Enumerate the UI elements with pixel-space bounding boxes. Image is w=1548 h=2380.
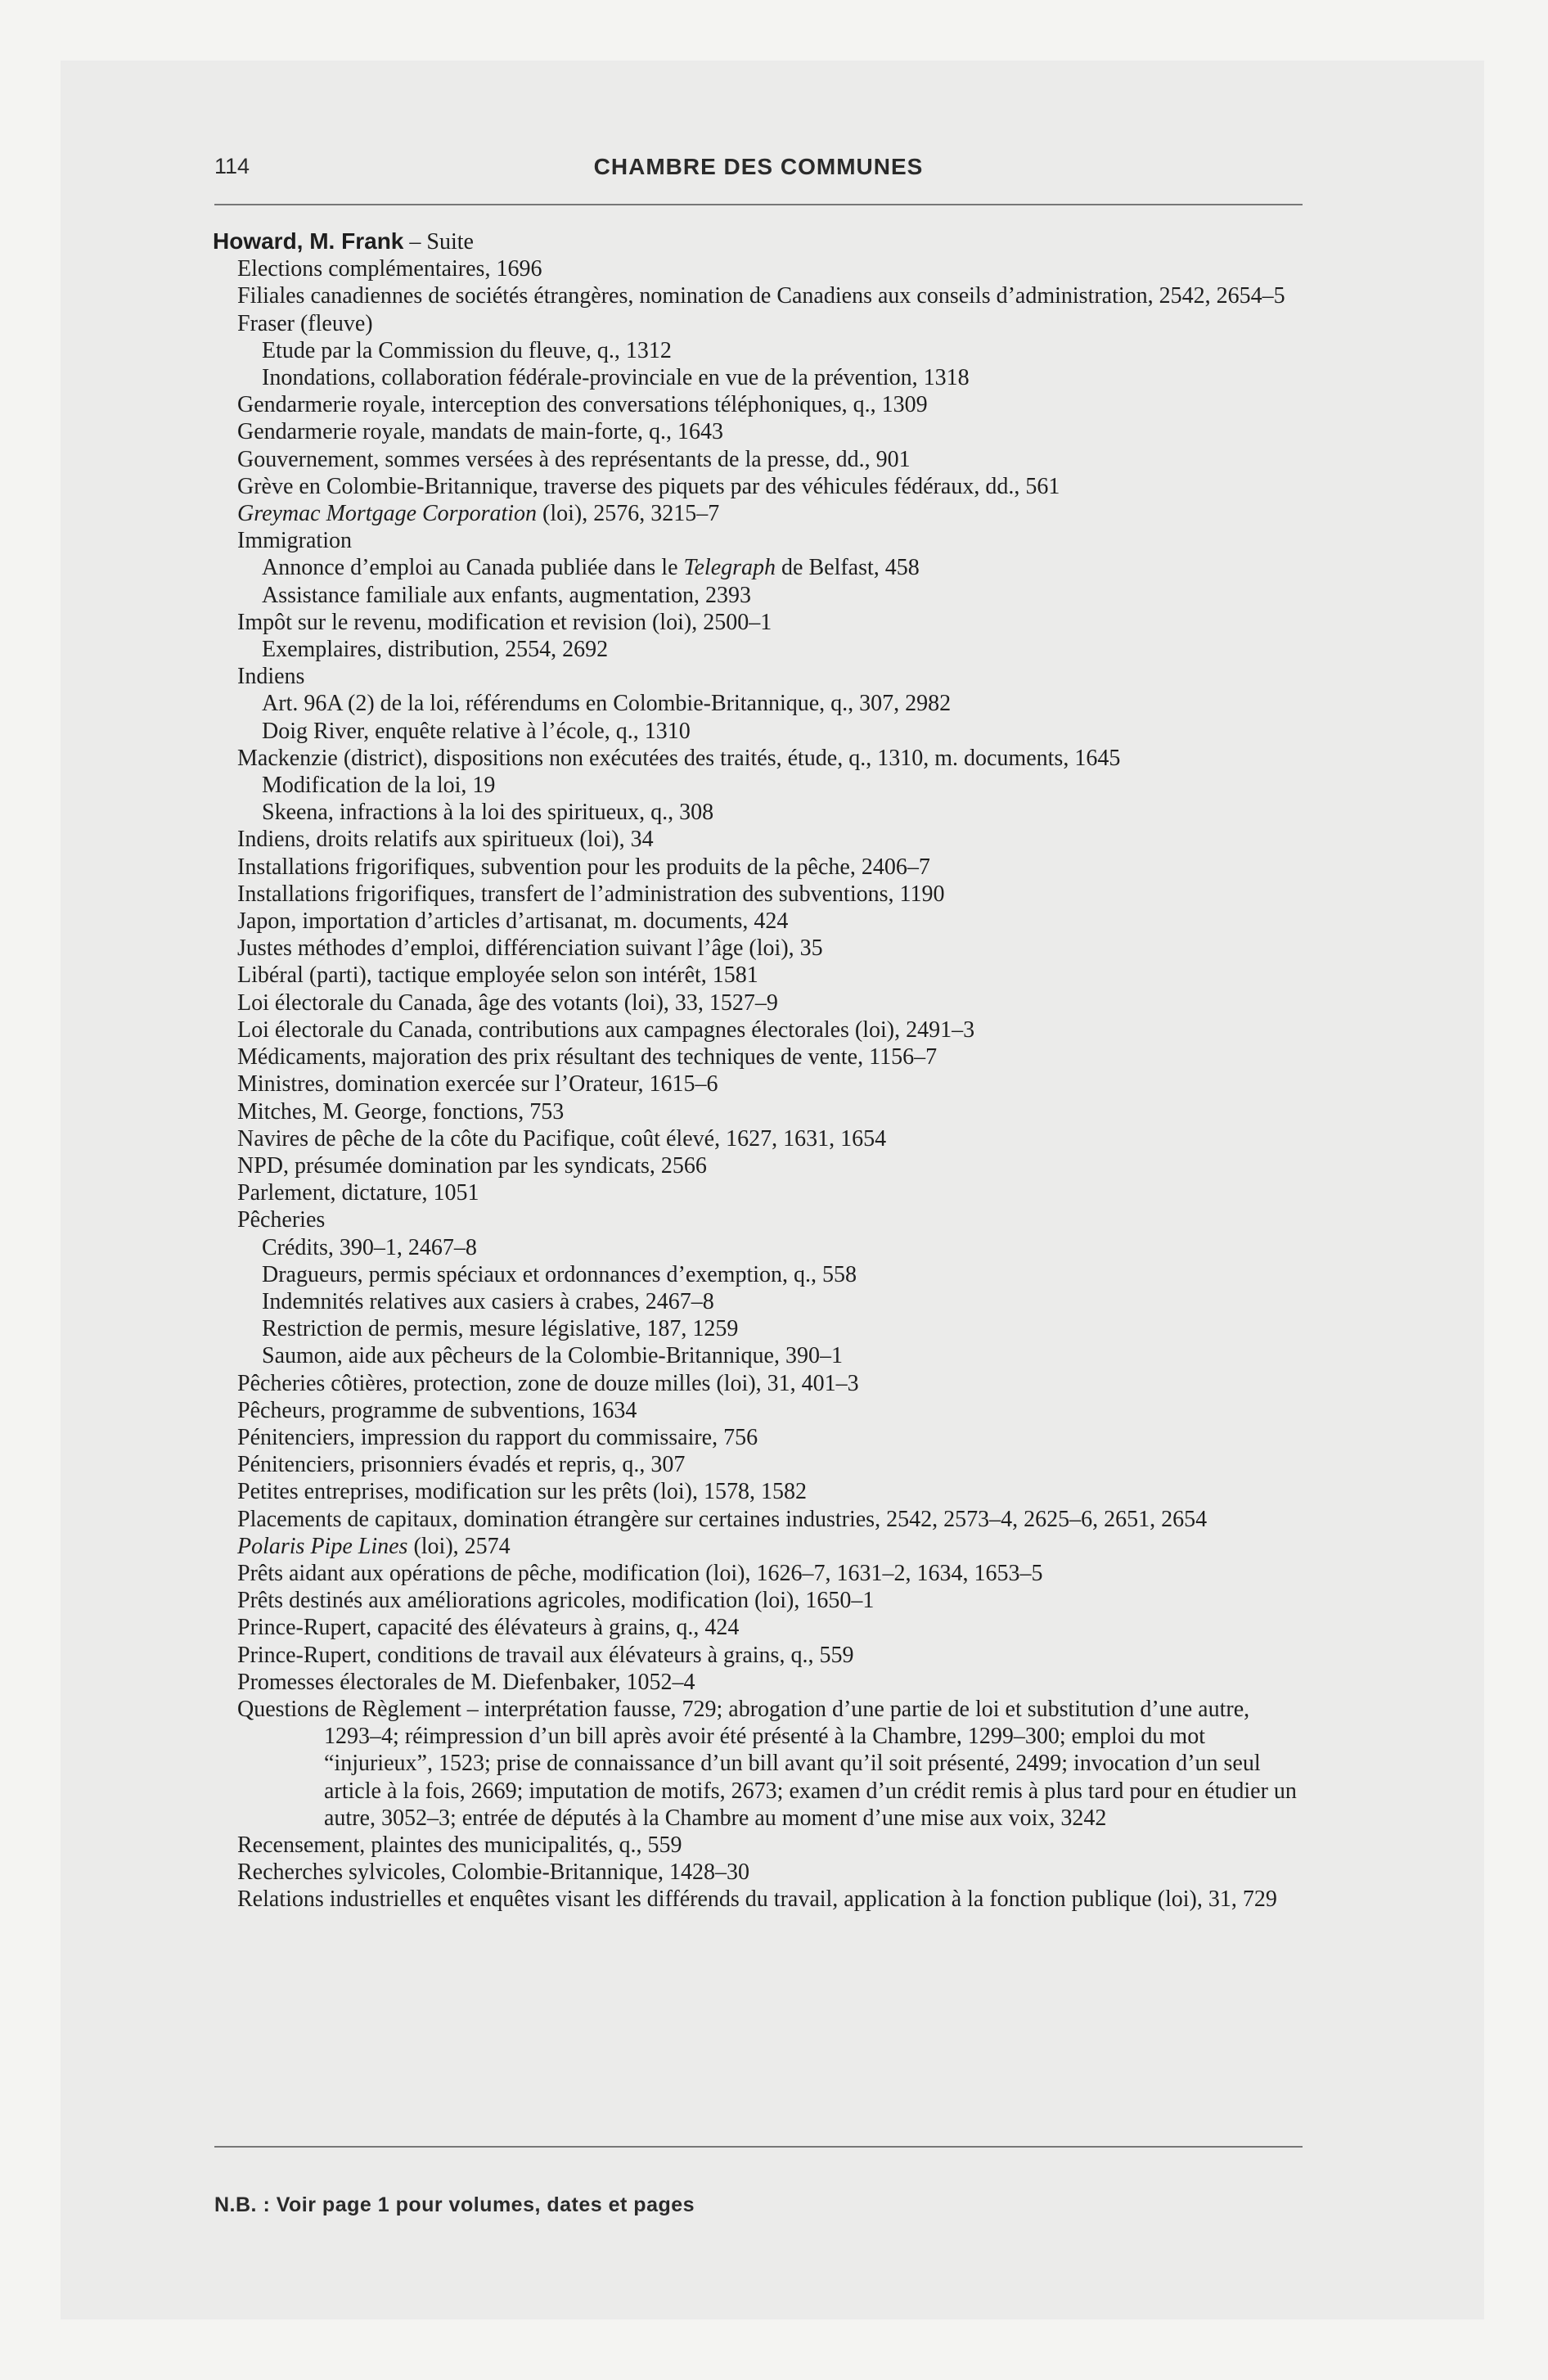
index-entry — [213, 1560, 1309, 1587]
entry-text: Prince-Rupert, capacité des élévateurs à grains, q., 424 — [237, 1615, 740, 1641]
entry-italic-text: Telegraph — [683, 555, 776, 581]
index-entry — [213, 554, 1309, 581]
index-entry — [213, 1206, 1309, 1233]
entry-text: Fraser (fleuve) — [237, 310, 373, 336]
index-entry — [213, 1424, 1309, 1451]
entry-text: Mitches, M. George, fonctions, 753 — [237, 1098, 565, 1125]
entry-text: Ministres, domination exercée sur l’Orateur, 1615–6 — [237, 1071, 718, 1098]
index-entry — [213, 337, 1309, 364]
index-entry — [213, 772, 1309, 799]
index-heading — [213, 228, 1309, 255]
index-entry — [213, 582, 1309, 609]
index-entry — [213, 1234, 1309, 1261]
footer-note: N.B. : Voir page 1 pour volumes, dates et pages — [214, 2193, 695, 2216]
index-entry — [213, 1179, 1309, 1206]
entry-text: Libéral (parti), tactique employée selon son intérêt, 1581 — [237, 962, 758, 989]
index-entry — [213, 500, 1309, 527]
index-entry — [213, 1044, 1309, 1071]
entry-text: Questions de Règlement – interprétation fausse, 729; abrogation d’une partie de loi et substitution d’une autre, 1293–4; réimpression d’un bill après avoir été présenté à la Chambre, 1299–300; emploi du mot “injurieux”, 1523; prise de connaissance d’un bill avant qu’il soit présenté, 2499; invocation d’un seul article à la fois, 2669; imputation de motifs, 2673; examen d’un crédit remis à plus tard pour en étudier un autre, 3052–3; entrée de députés à la Chambre au moment d’une mise aux voix, 3242 — [237, 1696, 1297, 1831]
entry-text: Médicaments, majoration des prix résultant des techniques de vente, 1156–7 — [237, 1044, 938, 1071]
index-entry — [213, 364, 1309, 391]
footer-rule — [214, 2146, 1303, 2148]
entry-text: Skeena, infractions à la loi des spiritueux, q., 308 — [262, 800, 714, 826]
index-entry — [213, 1669, 1309, 1696]
entry-text: Doig River, enquête relative à l’école, q., 1310 — [262, 718, 691, 744]
entry-text: Grève en Colombie-Britannique, traverse des piquets par des véhicules fédéraux, dd., 561 — [237, 473, 1060, 499]
entry-text: Assistance familiale aux enfants, augmentation, 2393 — [262, 582, 751, 608]
index-entry — [213, 881, 1309, 908]
entry-text: Etude par la Commission du fleuve, q., 1312 — [262, 337, 672, 363]
entry-text: Installations frigorifiques, subvention pour les produits de la pêche, 2406–7 — [237, 854, 930, 880]
index-entry — [213, 1125, 1309, 1152]
running-head: CHAMBRE DES COMMUNES — [593, 154, 924, 179]
index-entry — [213, 1397, 1309, 1424]
entry-refs: (loi), 2574 — [407, 1533, 511, 1559]
index-entry — [213, 391, 1309, 418]
entry-text: Restriction de permis, mesure législative, 187, 1259 — [262, 1316, 739, 1342]
entry-text: Modification de la loi, 19 — [262, 773, 496, 799]
index-entry — [213, 1642, 1309, 1669]
index-entry — [213, 1886, 1309, 1913]
index-entry — [213, 1451, 1309, 1478]
index-entry — [213, 1478, 1309, 1505]
index-entries — [213, 228, 1309, 1913]
index-entry — [213, 935, 1309, 962]
index-entry — [213, 1098, 1309, 1125]
entry-text: Loi électorale du Canada, âge des votants (loi), 33, 1527–9 — [237, 989, 778, 1016]
index-entry — [213, 255, 1309, 282]
entry-text: Recherches sylvicoles, Colombie-Britannique, 1428–30 — [237, 1859, 749, 1886]
header-rule — [214, 204, 1303, 205]
index-entry — [213, 1016, 1309, 1044]
index-entry — [213, 1370, 1309, 1397]
entry-text: Loi électorale du Canada, contributions aux campagnes électorales (loi), 2491–3 — [237, 1016, 975, 1043]
index-entry — [213, 636, 1309, 663]
index-entry — [213, 745, 1309, 772]
entry-text: Mackenzie (district), dispositions non exécutées des traités, étude, q., 1310, m. documents, 1645 — [237, 745, 1121, 771]
index-entry — [213, 908, 1309, 935]
entry-text: Navires de pêche de la côte du Pacifique, coût élevé, 1627, 1631, 1654 — [237, 1125, 887, 1152]
entry-text: Relations industrielles et enquêtes visant les différends du travail, application à la fonction publique (loi), 31, 729 — [237, 1886, 1277, 1913]
index-entry — [213, 1315, 1309, 1342]
entry-text: NPD, présumée domination par les syndicats, 2566 — [237, 1152, 707, 1179]
entry-text: Annonce d’emploi au Canada publiée dans le — [262, 555, 684, 581]
entry-text: Exemplaires, distribution, 2554, 2692 — [262, 637, 609, 663]
entry-refs: de Belfast, 458 — [776, 555, 920, 581]
index-entry — [213, 310, 1309, 337]
index-entry — [213, 962, 1309, 989]
entry-text: Inondations, collaboration fédérale-provinciale en vue de la prévention, 1318 — [262, 365, 970, 391]
entry-text: Saumon, aide aux pêcheurs de la Colombie-Britannique, 390–1 — [262, 1343, 843, 1369]
entry-text: Greymac Mortgage Corporation — [237, 501, 538, 527]
index-entry — [213, 1533, 1309, 1560]
entry-text: Indemnités relatives aux casiers à crabes, 2467–8 — [262, 1288, 714, 1314]
entry-text: Placements de capitaux, domination étrangère sur certaines industries, 2542, 2573–4, 2625–6, 2651, 2654 — [237, 1506, 1208, 1532]
index-entry — [213, 718, 1309, 745]
entry-text: Pêcheries côtières, protection, zone de douze milles (loi), 31, 401–3 — [237, 1370, 859, 1396]
entry-text: Prince-Rupert, conditions de travail aux élévateurs à grains, q., 559 — [237, 1642, 854, 1668]
index-entry — [213, 1342, 1309, 1369]
entry-refs: (loi), 2576, 3215–7 — [537, 501, 720, 527]
entry-text: Petites entreprises, modification sur les prêts (loi), 1578, 1582 — [237, 1479, 807, 1505]
index-entry — [213, 1152, 1309, 1179]
entry-text: Dragueurs, permis spéciaux et ordonnances d’exemption, q., 558 — [262, 1261, 857, 1287]
index-entry — [213, 609, 1309, 636]
entry-text: Pêcheries — [237, 1207, 326, 1233]
entry-text: Gouvernement, sommes versées à des représentants de la presse, dd., 901 — [237, 446, 911, 472]
index-entry — [213, 446, 1309, 473]
index-entry — [213, 1288, 1309, 1315]
index-entry — [213, 282, 1309, 309]
index-entry — [213, 418, 1309, 445]
entry-list — [213, 255, 1309, 1913]
index-entry — [213, 989, 1309, 1016]
index-entry — [213, 1614, 1309, 1641]
index-entry — [213, 473, 1309, 500]
entry-text: Impôt sur le revenu, modification et revision (loi), 2500–1 — [237, 609, 772, 635]
entry-text: Immigration — [237, 528, 352, 554]
entry-text: Prêts destinés aux améliorations agricoles, modification (loi), 1650–1 — [237, 1588, 875, 1614]
entry-text: Prêts aidant aux opérations de pêche, modification (loi), 1626–7, 1631–2, 1634, 1653–5 — [237, 1560, 1043, 1586]
entry-text: Parlement, dictature, 1051 — [237, 1180, 479, 1206]
index-entry — [213, 690, 1309, 717]
entry-text: Japon, importation d’articles d’artisanat, m. documents, 424 — [237, 908, 789, 935]
entry-text: Crédits, 390–1, 2467–8 — [262, 1234, 477, 1260]
entry-text: Art. 96A (2) de la loi, référendums en Colombie-Britannique, q., 307, 2982 — [262, 691, 952, 717]
index-entry — [213, 1261, 1309, 1288]
index-entry — [213, 1587, 1309, 1614]
entry-text: Justes méthodes d’emploi, différenciation suivant l’âge (loi), 35 — [237, 935, 823, 962]
entry-text: Gendarmerie royale, interception des conversations téléphoniques, q., 1309 — [237, 392, 928, 418]
entry-text: Elections complémentaires, 1696 — [237, 256, 542, 282]
index-entry — [213, 527, 1309, 554]
entry-text: Installations frigorifiques, transfert de l’administration des subventions, 1190 — [237, 881, 945, 907]
index-entry — [213, 1071, 1309, 1098]
index-entry — [213, 1859, 1309, 1886]
index-entry — [213, 854, 1309, 881]
page-number: 114 — [214, 154, 250, 178]
entry-text: Pénitenciers, prisonniers évadés et repris, q., 307 — [237, 1452, 686, 1478]
heading-suffix: – Suite — [403, 229, 474, 255]
entry-text: Indiens — [237, 664, 305, 690]
entry-text: Filiales canadiennes de sociétés étrangères, nomination de Canadiens aux conseils d’administration, 2542, 2654–5 — [237, 283, 1285, 309]
heading-name: Howard, M. Frank — [213, 228, 404, 254]
index-entry — [213, 1832, 1309, 1859]
page-header — [214, 147, 1303, 193]
entry-text: Pêcheurs, programme de subventions, 1634 — [237, 1397, 637, 1423]
index-entry — [213, 826, 1309, 853]
index-entry — [213, 1696, 1309, 1832]
index-entry — [213, 663, 1309, 690]
index-entry — [213, 1506, 1309, 1533]
entry-text: Promesses électorales de M. Diefenbaker, 1052–4 — [237, 1669, 695, 1695]
index-entry — [213, 799, 1309, 826]
entry-text: Recensement, plaintes des municipalités, q., 559 — [237, 1832, 682, 1858]
entry-text: Polaris Pipe Lines — [237, 1533, 408, 1559]
entry-text: Gendarmerie royale, mandats de main-forte, q., 1643 — [237, 419, 724, 445]
entry-text: Indiens, droits relatifs aux spiritueux (loi), 34 — [237, 827, 654, 853]
entry-text: Pénitenciers, impression du rapport du commissaire, 756 — [237, 1424, 758, 1450]
